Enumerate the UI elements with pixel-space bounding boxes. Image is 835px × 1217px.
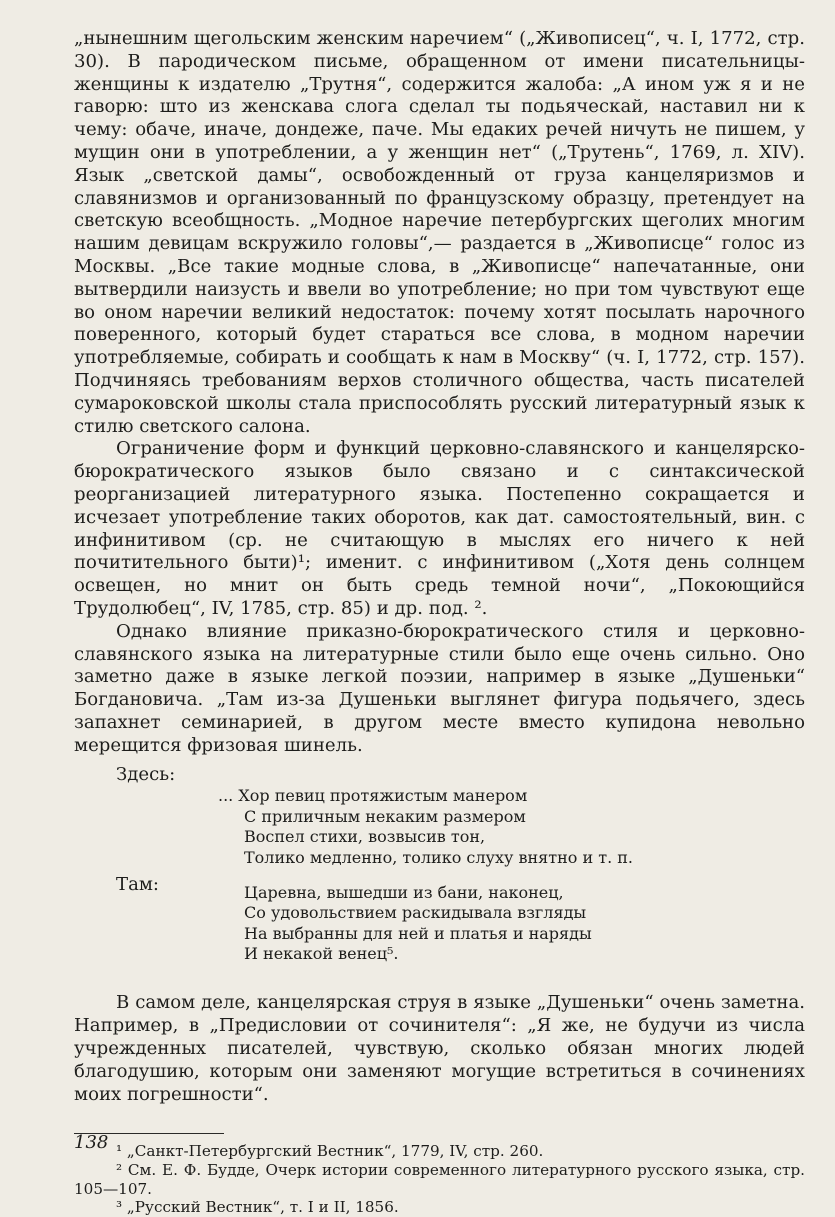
paragraph-4: В самом деле, канцелярская струя в языке „Душеньки“ очень заметна. Например, в „Предисловии от сочинителя“: „Я же, не будучи из числа учрежденных писателей, чувствую, сколько обязан многих людей благодушию, которым они заменяют могущие встретиться в сочинениях моих погрешности“. — [74, 992, 805, 1105]
footnote-1: ¹ „Санкт-Петербургский Вестник“, 1779, IV, стр. 260. — [116, 1142, 544, 1161]
paragraph-3: Однако влияние приказно-бюрократического стиля и церковно-славянского языка на литературные стили было еще очень сильно. Оно заметно даже в языке легкой поэзии, например в языке „Душеньки“ Богдановича. „Там из-за Душеньки выглянет фигура подьячего, здесь запахнет семинарией, в другом месте вместо купидона невольно мерещится фризовая шинель. — [74, 620, 805, 756]
paragraph-2: Ограничение форм и функций церковно-славянского и канцелярско-бюрократического языков было связано и с синтаксической реорганизацией литературного языка. Постепенно сокращается и исчезает употребление таких оборотов, как дат. самостоятельный, вин. с инфинитивом (ср. не считающую в мыслях его ничего к ней почитительного быти)¹; именит. с инфинитивом („Хотя день солнцем освещен, но мнит он быть средь темной ночи“, „Покоющийся Трудолюбец“, IV, 1785, стр. 85) и др. под. ². — [74, 438, 805, 619]
verse-line: Со удовольствием раскидывала взгляды — [244, 903, 587, 923]
verse-line: С приличным некаким размером — [244, 806, 526, 826]
page-number: 138 — [74, 1132, 109, 1153]
verse-line: На выбранны для ней и платья и наряды — [244, 923, 592, 943]
verse-lead-here: Здесь: — [116, 763, 176, 785]
verse-lead-there: Там: — [116, 873, 160, 895]
paragraph-1: „нынешним щегольским женским наречием“ („Живописец“, ч. I, 1772, стр. 30). В пародическом письме, обращенном от имени писательницы-женщины к издателю „Трутня“, содержится жалоба: „А ином уж я и не гаворю: што из женскава слога сделал ты подьяческай, наставил ни к чему: обаче, иначе, дондеже, паче. Мы едаких речей ничуть не пишем, у мущин они в употреблении, а у женщин нет“ („Трутень“, 1769, л. XIV). Язык „светской дамы“, освобожденный от груза канцеляризмов и славянизмов и организованный по французскому образцу, претендует на светскую всеобщность. „Модное наречие петербургских щеголих многим нашим девицам вскружило головы“,— раздается в „Живописце“ голос из Москвы. „Все такие модные слова, в „Живописце“ напечатанные, они вытвердили наизусть и ввели во употребление; но при том чувствуют еще во оном наречии великий недостаток: почему хотят посылать нарочного поверенного, который будет стараться все слова, в модном наречии употребляемые, собирать и сообщать к нам в Москву“ (ч. I, 1772, стр. 157). Подчиняясь требованиям верхов столичного общества, часть писателей сумароковской школы стала приспособлять русский литературный язык к стилю светского салона. — [74, 28, 805, 437]
footnote-2: ² См. Е. Ф. Будде, Очерк истории современного литературного русского языка, стр. 105—107. — [74, 1160, 805, 1198]
verse-line: Воспел стихи, возвысив тон, — [244, 827, 486, 847]
footnote-3: ³ „Русский Вестник“, т. I и II, 1856. — [116, 1198, 399, 1217]
verse-line: Царевна, вышедши из бани, наконец, — [244, 882, 564, 902]
verse-line: И некакой венец⁵. — [244, 943, 399, 963]
verse-line: ... Хор певиц протяжистым манером — [218, 786, 528, 806]
footnotes — [74, 1142, 805, 1216]
verse-line: Толико медленно, толико слуху внятно и т. п. — [244, 847, 633, 867]
verse-block-there — [244, 883, 805, 965]
verse-block-here — [218, 786, 805, 868]
